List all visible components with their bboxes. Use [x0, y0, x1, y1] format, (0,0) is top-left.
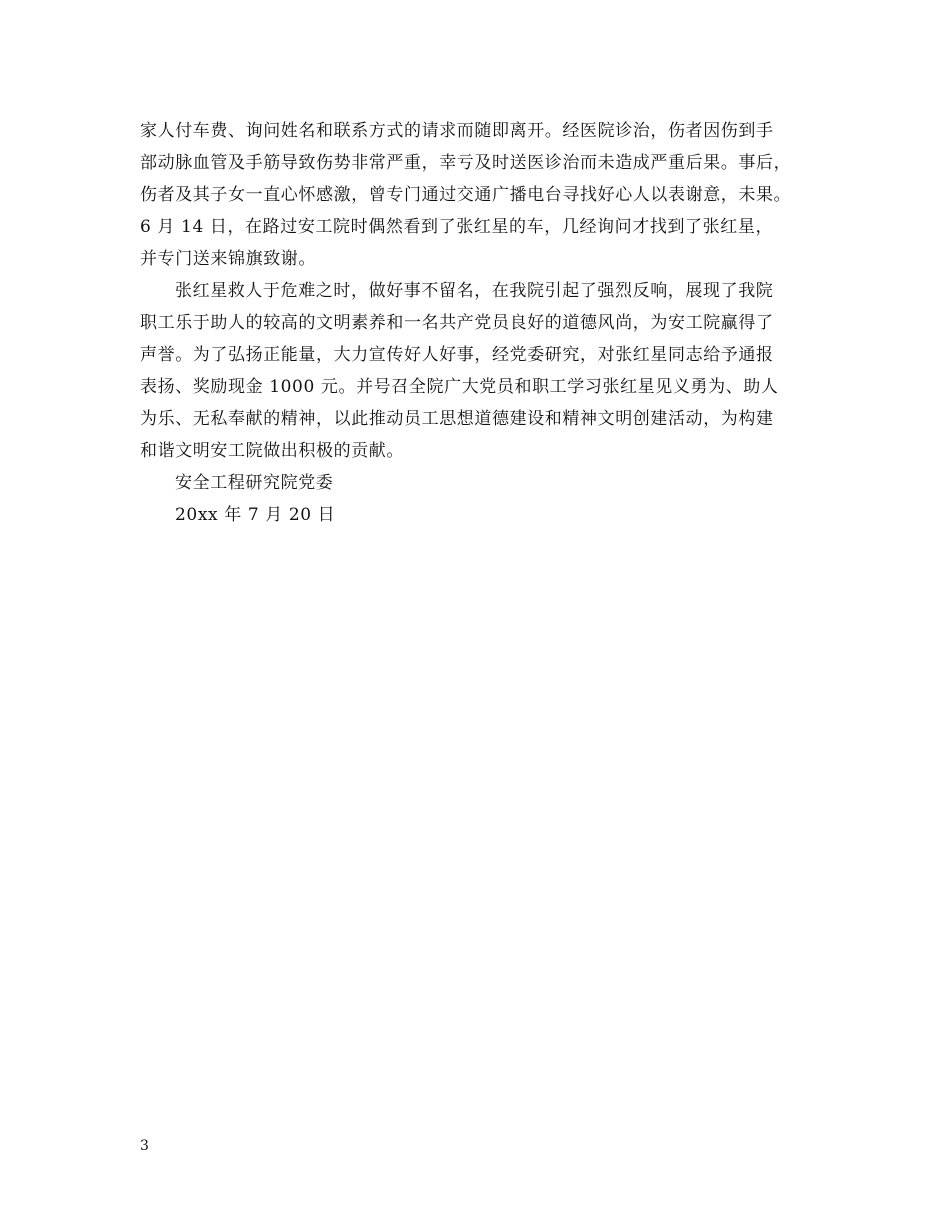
- paragraph-1-line: 部动脉血管及手筋导致伤势非常严重，幸亏及时送医诊治而未造成严重后果。事后，: [140, 153, 792, 173]
- paragraph-1-line: 伤者及其子女一直心怀感激，曾专门通过交通广播电台寻找好心人以表谢意，未果。: [140, 185, 792, 205]
- document-date: 20xx 年 7 月 20 日: [175, 505, 336, 525]
- signature: 安全工程研究院党委: [175, 473, 334, 493]
- paragraph-2-line: 为乐、无私奉献的精神，以此推动员工思想道德建设和精神文明创建活动，为构建: [140, 409, 774, 429]
- paragraph-2-line: 表扬、奖励现金 1000 元。并号召全院广大党员和职工学习张红星见义勇为、助人: [140, 377, 779, 397]
- paragraph-1-line: 6 月 14 日，在路过安工院时偶然看到了张红星的车，几经询问才找到了张红星，: [140, 217, 774, 237]
- paragraph-2-line: 和谐文明安工院做出积极的贡献。: [140, 441, 404, 461]
- paragraph-2-line: 张红星救人于危难之时，做好事不留名，在我院引起了强烈反响，展现了我院: [175, 281, 774, 301]
- paragraph-1-line: 并专门送来锦旗致谢。: [140, 249, 316, 269]
- paragraph-1-line: 家人付车费、询问姓名和联系方式的请求而随即离开。经医院诊治，伤者因伤到手: [140, 121, 774, 141]
- document-body: [140, 115, 830, 531]
- page-number: 3: [140, 1138, 149, 1154]
- paragraph-2-line: 声誉。为了弘扬正能量，大力宣传好人好事，经党委研究，对张红星同志给予通报: [140, 345, 774, 365]
- paragraph-2-line: 职工乐于助人的较高的文明素养和一名共产党员良好的道德风尚，为安工院赢得了: [140, 313, 774, 333]
